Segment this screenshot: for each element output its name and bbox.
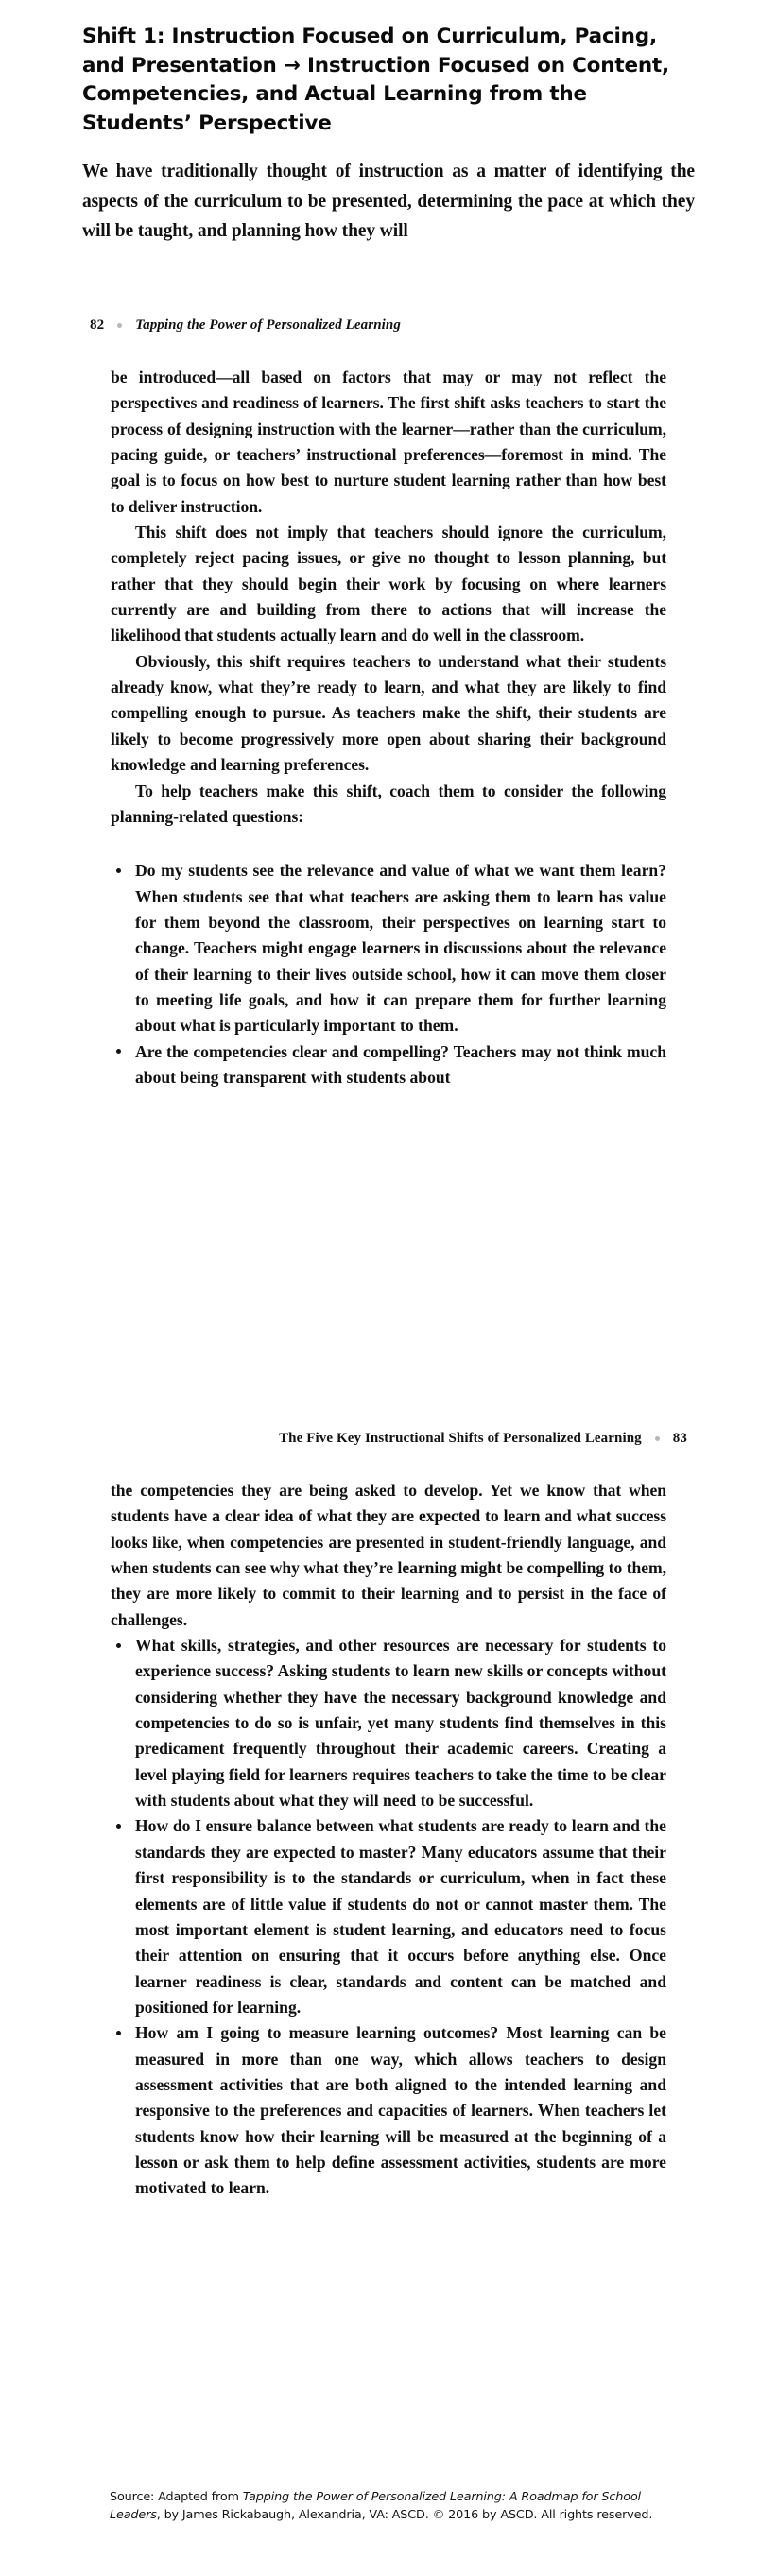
question-lead: What skills, strategies, and other resources are necessary for students to experience success?	[135, 1636, 666, 1681]
question-body: Many educators assume that their first responsibility is to the standards or curriculum, when in fact these elements are of little value if students do not or cannot master them. The most important element is student learning, and educators need to focus their attention on ensuring that it occurs before anything else. Once learner readiness is clear, standards and content can be matched and positioned for learning.	[135, 1842, 666, 2017]
page-82-column	[111, 365, 666, 1091]
page-number-83: 83	[672, 1431, 687, 1446]
question-body: When students see that what teachers are asking them to learn has value for them beyond the classroom, their perspectives on learning start to change. Teachers might engage learners in discussions about the relevance of their learning to their lives outside school, how it can move them closer to meeting life goals, and how it can prepare them for further learning about what is particularly important to them.	[135, 886, 666, 1036]
list-item	[111, 1813, 666, 2020]
running-head-82-wrapper	[0, 318, 777, 334]
source-note-text	[110, 2489, 667, 2525]
page-83-column	[111, 1478, 666, 2202]
bullet-point-icon	[116, 1824, 121, 1829]
running-head-title-83: The Five Key Instructional Shifts of Personalized Learning	[279, 1431, 642, 1446]
page-82-body	[0, 365, 777, 1091]
bullet-point-icon	[116, 1643, 121, 1648]
separator-dot-icon	[655, 1436, 660, 1441]
question-body: Most learning can be measured in more than one way, which allows teachers to design assessment activities that are both aligned to the intended learning and responsive to the preferences and capacities of learners. When teachers let students know how their learning will be measured at the beginning of a lesson or ask them to help define assessment activities, students are more motivated to learn.	[135, 2023, 666, 2198]
running-head-83-wrapper	[0, 1431, 777, 1447]
shift-heading: Shift 1: Instruction Focused on Curriculum, Pacing, and Presentation → Instruction Focused on Content, Competencies, and Actual Learning from the Students’ Perspective	[82, 25, 669, 135]
list-item	[111, 1039, 666, 1091]
planning-questions-list-83	[111, 1633, 666, 2202]
question-lead: Are the competencies clear and compelling?	[135, 1041, 449, 1061]
source-suffix: , by James Rickabaugh, Alexandria, VA: ASCD. © 2016 by ASCD. All rights reserved.	[156, 2507, 653, 2522]
list-item	[111, 858, 666, 1039]
intro-paragraph: We have traditionally thought of instruction as a matter of identifying the aspects of the curriculum to be presented, determining the pace at which they will be taught, and planning how they will	[82, 162, 695, 242]
paragraph: To help teachers make this shift, coach them to consider the following planning-related questions:	[111, 781, 666, 826]
planning-questions-list-82	[111, 858, 666, 1091]
list-item	[111, 1633, 666, 1813]
bullet-point-icon	[116, 1049, 121, 1054]
paragraph: the competencies they are being asked to develop. Yet we know that when students have a clear idea of what they are expected to learn and what success looks like, when competencies are presented in student-friendly language, and when students can see why what they’re learning might be compelling to them, they are more likely to commit to their learning and to persist in the face of challenges.	[111, 1481, 666, 1629]
running-head-83	[82, 1431, 695, 1447]
source-note	[0, 2489, 777, 2525]
paragraph: be introduced—all based on factors that may or may not reflect the perspectives and readiness of learners. The first shift asks teachers to start the process of designing instruction with the learner—rather than the curriculum, pacing guide, or teachers’ instructional preferences—foremost in mind. The goal is to focus on how best to nurture student learning rather than how best to deliver instruction.	[111, 368, 666, 516]
source-title: Tapping the Power of Personalized Learning: A Roadmap for School Leaders	[110, 2490, 641, 2522]
question-body: Teachers may not think much about being transparent with students about	[135, 1041, 666, 1087]
paragraph: This shift does not imply that teachers should ignore the curriculum, completely reject pacing issues, or give no thought to lesson planning, but rather that they should begin their work by focusing on where learners currently are and building from there to actions that will increase the likelihood that students actually learn and do well in the classroom.	[111, 523, 666, 645]
question-lead: How do I ensure balance between what students are ready to learn and the standards they are expected to master?	[135, 1816, 666, 1862]
list-item	[111, 2020, 666, 2201]
question-lead: Do my students see the relevance and value of what we want them learn?	[135, 861, 666, 881]
page-number-82: 82	[90, 318, 105, 333]
question-body: Asking students to learn new skills or concepts without considering whether they have the necessary background knowledge and competencies to do so is unfair, yet many students find themselves in this predicament frequently throughout their academic careers. Creating a level playing field for learners requires teachers to take the time to be clear with students about what they will need to be successful.	[135, 1661, 666, 1811]
paragraph: Obviously, this shift requires teachers to understand what their students already know, what they’re ready to learn, and what they are likely to find compelling enough to pursue. As teachers make the shift, their students are likely to become progressively more open about sharing their background knowledge and learning preferences.	[111, 651, 666, 775]
bullet-point-icon	[116, 2031, 121, 2035]
running-head-title-82: Tapping the Power of Personalized Learning	[135, 318, 401, 333]
running-head-82	[82, 318, 695, 334]
question-lead: How am I going to measure learning outcomes?	[135, 2023, 499, 2043]
source-prefix: Source: Adapted from	[110, 2490, 243, 2504]
page-83-body	[0, 1478, 777, 2202]
bullet-point-icon	[116, 868, 121, 873]
separator-dot-icon	[117, 323, 122, 328]
